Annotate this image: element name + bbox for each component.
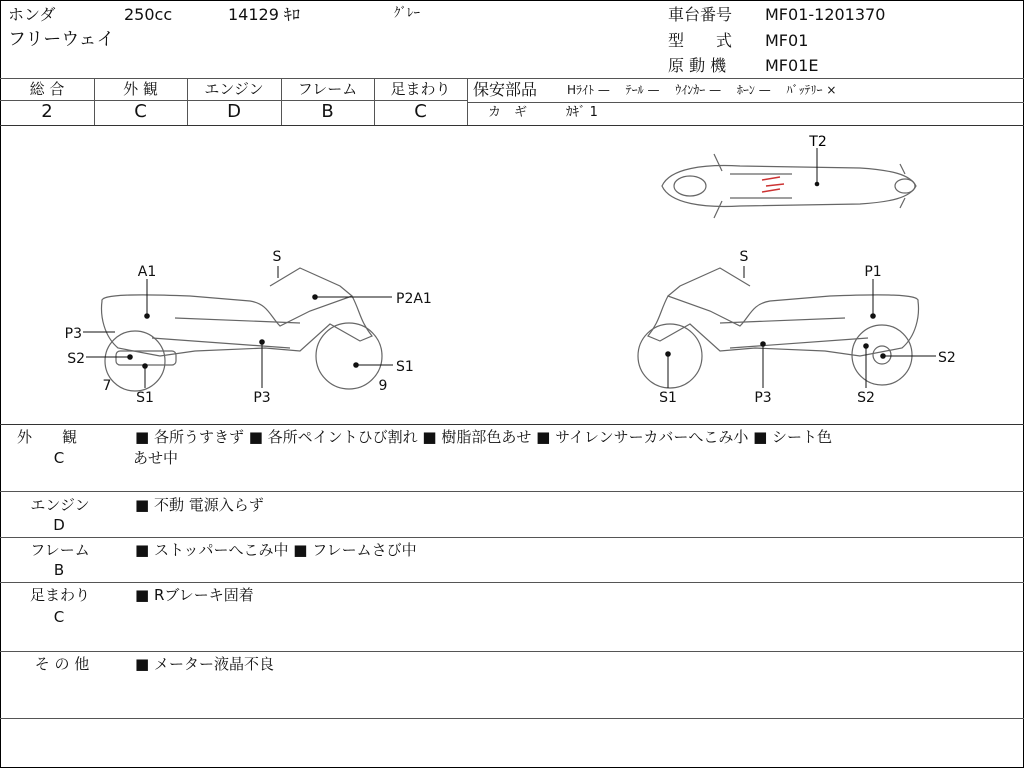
label-right-s: S [739, 249, 749, 265]
key-label: カ ギ [488, 105, 528, 120]
bike-diagram [0, 126, 1022, 424]
exterior-grade: C [134, 101, 147, 122]
note-label-exterior: 外 観 [16, 428, 77, 446]
note-grade-engine: D [53, 516, 65, 534]
label-right-p3: P3 [754, 390, 772, 406]
label-left-s1-rear: S1 [136, 390, 154, 406]
label-left-p3-bottom: P3 [253, 390, 271, 406]
maker: ホンダ [8, 5, 56, 24]
safety-items: Hﾗｲﾄ — ﾃｰﾙ — ｳｲﾝｶｰ — ﾎｰﾝ — ﾊﾞｯﾃﾘｰ × [567, 83, 837, 97]
label-left-p3: P3 [64, 326, 82, 342]
label-right-s2: S2 [938, 350, 956, 366]
suspension-grade: C [414, 101, 427, 122]
note-label-suspension: 足まわり [29, 586, 90, 604]
label-right-p1: P1 [864, 264, 882, 280]
overall-label: 総 合 [29, 80, 65, 98]
engine-label: エンジン [204, 80, 264, 98]
note-grade-frame: B [53, 561, 65, 579]
label-left-s: S [272, 249, 282, 265]
engine-model-label: 原 動 機 [668, 56, 727, 75]
note-text-suspension: ■ Rブレーキ固着 [135, 586, 254, 604]
suspension-label: 足まわり [390, 80, 451, 98]
key-value: ｶｷﾞ 1 [566, 105, 598, 120]
label-left-9: 9 [378, 378, 388, 394]
type-value: MF01 [765, 31, 809, 50]
note-label-frame: フレーム [30, 541, 90, 559]
color: ｸﾞﾚｰ [394, 6, 420, 21]
frame-label: フレーム [297, 80, 358, 98]
label-right-s2-bottom: S2 [857, 390, 875, 406]
note-text-engine: ■ 不動 電源入らず [135, 496, 264, 514]
right-view [638, 268, 918, 388]
mileage: 14129 ｷﾛ [228, 5, 300, 24]
note-label-engine: エンジン [30, 496, 90, 514]
note-text-exterior-cont: あせ中 [133, 449, 179, 467]
frame-no: MF01-1201370 [765, 5, 886, 24]
label-left-p2a1: P2A1 [396, 291, 432, 307]
note-text-exterior: ■ 各所うすきず ■ 各所ペイントひび割れ ■ 樹脂部色あせ ■ サイレンサーカバーへこみ小 ■ シート色 [135, 428, 833, 446]
label-t2: T2 [809, 134, 827, 150]
type-label: 型 式 [668, 31, 733, 50]
label-left-s2: S2 [67, 351, 85, 367]
safety-title: 保安部品 [473, 80, 538, 99]
label-left-7: 7 [102, 378, 112, 394]
label-left-s1-front: S1 [396, 359, 414, 375]
top-view [662, 154, 916, 218]
note-text-frame: ■ ストッパーへこみ中 ■ フレームさび中 [135, 541, 417, 559]
right-view-pointers [666, 266, 936, 388]
note-text-other: ■ メーター液晶不良 [135, 655, 274, 673]
frame-no-label: 車台番号 [668, 5, 733, 24]
left-view [102, 268, 382, 391]
exterior-label: 外 観 [123, 80, 158, 98]
overall-grade: 2 [41, 101, 53, 122]
displacement: 250cc [124, 5, 173, 24]
label-right-s1: S1 [659, 390, 677, 406]
note-grade-exterior: C [53, 449, 65, 467]
note-label-other: そ の 他 [34, 655, 90, 673]
engine-grade: D [227, 101, 241, 122]
model-name: フリーウェイ [8, 29, 115, 50]
frame-grade: B [321, 101, 334, 122]
engine-model-value: MF01E [765, 56, 819, 75]
note-grade-suspension: C [53, 608, 65, 626]
label-left-a1: A1 [137, 264, 157, 280]
left-view-pointers [83, 266, 393, 388]
